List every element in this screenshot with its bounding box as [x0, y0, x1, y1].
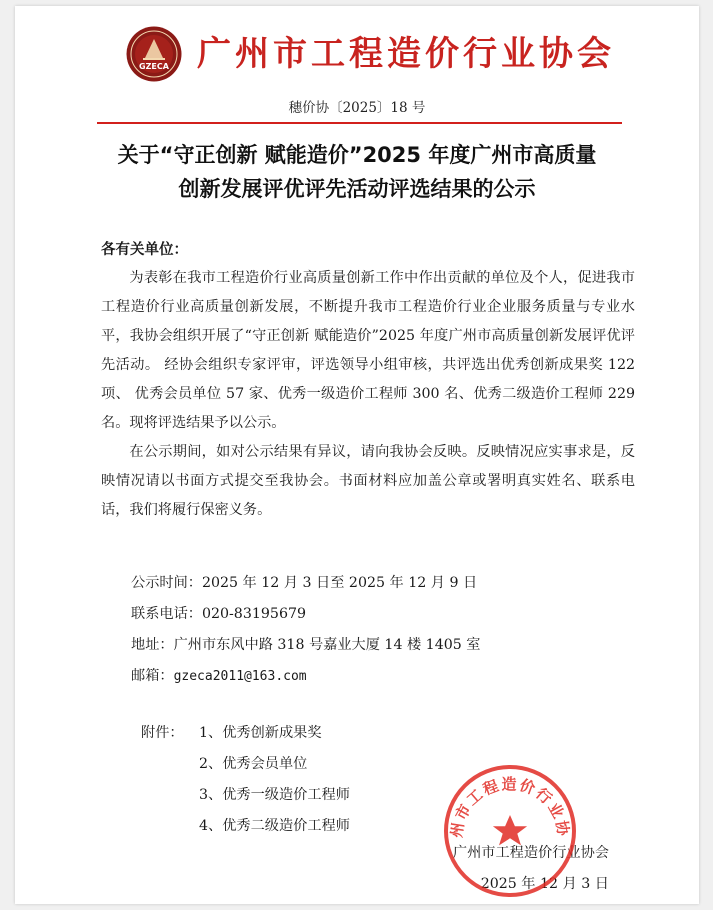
salutation: 各有关单位：: [101, 242, 188, 258]
official-seal-stamp: [442, 763, 578, 899]
paragraph-1: 为表彰在我市工程造价行业高质量创新工作中作出贡献的单位及个人，促进我市工程造价行业高质量创新发展，不断提升我市工程造价行业企业服务质量与专业水平，我协会组织开展了“守正创新 赋能造价”2025 年度广州市高质量创新发展评优评先活动。 经协会组织专家评审，评选领导小组审核，共评选出优秀创新成果奖 122 项、 优秀会员单位 57 家、优秀一级造价工程师 300 名、优秀二级造价工程师 229 名。现将评选结果予以公示。: [101, 270, 635, 431]
document-page: [15, 6, 699, 904]
logo-text: GZECA: [139, 62, 169, 71]
signature-org: 广州市工程造价行业协会: [452, 845, 609, 861]
attachments-label: 附件：: [141, 725, 184, 741]
contact-phone: 联系电话：020-83195679: [131, 606, 307, 622]
association-logo: [125, 25, 183, 83]
contact-info: [131, 568, 481, 692]
document-number: 穗价协〔2025〕18 号: [288, 100, 426, 116]
attachment-item: 2、优秀会员单位: [199, 756, 308, 772]
attachment-item: 3、优秀一级造价工程师: [199, 787, 350, 803]
letterhead-org-name: 广州市工程造价行业协会: [197, 34, 615, 74]
document-title: [55, 138, 659, 206]
email-label: 邮箱：: [131, 668, 174, 684]
contact-email-row: [131, 661, 481, 692]
attachment-item: 1、优秀创新成果奖: [199, 725, 322, 741]
signature-date: 2025 年 12 月 3 日: [480, 876, 609, 892]
contact-address: 地址：广州市东风中路 318 号嘉业大厦 14 楼 1405 室: [131, 637, 481, 653]
attachments: [141, 718, 350, 842]
body-text: [101, 264, 635, 525]
red-divider: [97, 122, 622, 124]
title-line-1: 关于“守正创新 赋能造价”2025 年度广州市高质量: [117, 143, 597, 167]
seal-text: 州市工程造价行业协: [447, 775, 573, 839]
paragraph-2: 在公示期间，如对公示结果有异议，请向我协会反映。反映情况应实事求是，反映情况请以书面方式提交至我协会。书面材料应加盖公章或署明真实姓名、联系电话，我们将履行保密义务。: [101, 444, 635, 518]
seal-star-icon: [493, 815, 527, 845]
email-address: gzeca2011@163.com: [173, 669, 307, 684]
publicity-period: 公示时间：2025 年 12 月 3 日至 2025 年 12 月 9 日: [131, 575, 478, 591]
title-line-2: 创新发展评优评先活动评选结果的公示: [178, 177, 536, 201]
attachment-item: 4、优秀二级造价工程师: [199, 818, 350, 834]
letterhead: [125, 24, 615, 84]
